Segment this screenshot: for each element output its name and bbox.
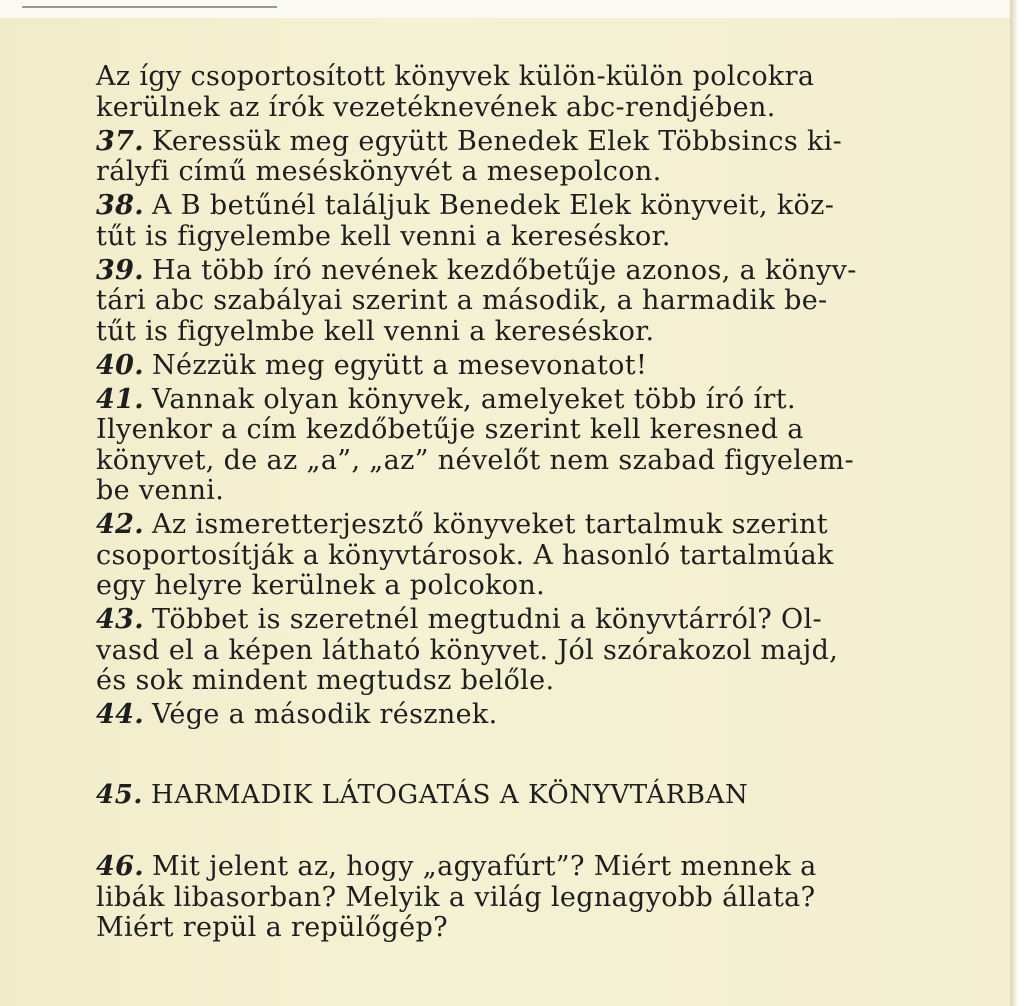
line: Többet is szeretnél megtudni a könyvtárról? Ol- xyxy=(152,604,822,635)
paragraph-41 xyxy=(96,385,896,511)
item-number: 43. xyxy=(96,604,145,635)
section-heading xyxy=(96,780,896,814)
line: tűt is figyelembe kell venni a kereséskor. xyxy=(96,220,671,252)
line: Miért repül a repülőgép? xyxy=(96,912,448,943)
line: Ilyenkor a cím kezdőbetűje szerint kell keresned a xyxy=(96,414,804,445)
paragraph-37 xyxy=(96,127,896,192)
line: vasd el a képen látható könyvet. Jól szórakozol majd, xyxy=(96,634,839,666)
item-number: 46. xyxy=(96,851,145,882)
line: Nézzük meg együtt a mesevonatot! xyxy=(152,349,648,381)
item-number: 44. xyxy=(96,699,145,730)
item-number: 42. xyxy=(96,509,145,540)
line: A B betűnél találjuk Benedek Elek könyveit, köz- xyxy=(152,190,835,221)
line: Vannak olyan könyvek, amelyeket több író írt. xyxy=(152,383,796,415)
item-number: 37. xyxy=(96,125,145,157)
item-number: 38. xyxy=(96,190,145,221)
line: be venni. xyxy=(96,475,225,506)
line: Mit jelent az, hogy „agyafúrt”? Miért mennek a xyxy=(152,851,817,882)
spacer xyxy=(96,734,896,780)
line: Az ismeretterjesztő könyveket tartalmuk szerint xyxy=(152,509,828,540)
document-text xyxy=(96,62,896,947)
line: csoportosítják a könyvtárosok. A hasonló tartalmúak xyxy=(96,539,834,571)
line: és sok mindent megtudsz belőle. xyxy=(96,665,555,696)
line: tári abc szabályai szerint a második, a harmadik be- xyxy=(96,285,828,316)
section-heading-text: HARMADIK LÁTOGATÁS A KÖNYVTÁRBAN xyxy=(151,780,749,810)
paragraph-intro xyxy=(96,62,896,127)
line: kerülnek az írók vezetéknevének abc-rendjében. xyxy=(96,91,776,123)
line: Keressük meg együtt Benedek Elek Többsincs ki- xyxy=(152,125,843,157)
paragraph-40 xyxy=(96,351,896,385)
line: tűt is figyelmbe kell venni a kereséskor. xyxy=(96,315,655,347)
line: libák libasorban? Melyik a világ legnagyobb állata? xyxy=(96,881,816,913)
paragraph-42 xyxy=(96,510,896,605)
paragraph-46 xyxy=(96,852,896,947)
line: Vége a második résznek. xyxy=(152,699,498,730)
page-right-edge xyxy=(1010,0,1024,1006)
spacer xyxy=(96,814,896,852)
line: egy helyre kerülnek a polcokon. xyxy=(96,570,546,601)
line: könyvet, de az „a”, „az” névelőt nem szabad figyelem- xyxy=(96,444,854,476)
item-number: 40. xyxy=(96,349,145,381)
paragraph-44 xyxy=(96,700,896,734)
line: rályfi című meséskönyvét a mesepolcon. xyxy=(96,156,662,187)
top-rule-line xyxy=(22,6,277,8)
line: Ha több író nevének kezdőbetűje azonos, a könyv- xyxy=(152,254,857,286)
item-number: 45. xyxy=(96,780,144,810)
paragraph-39 xyxy=(96,256,896,351)
line: Az így csoportosított könyvek külön-külön polcokra xyxy=(96,61,815,92)
item-number: 39. xyxy=(96,254,145,286)
paragraph-38 xyxy=(96,191,896,256)
paragraph-43 xyxy=(96,605,896,700)
page-top-edge xyxy=(0,0,1024,18)
item-number: 41. xyxy=(96,383,145,415)
